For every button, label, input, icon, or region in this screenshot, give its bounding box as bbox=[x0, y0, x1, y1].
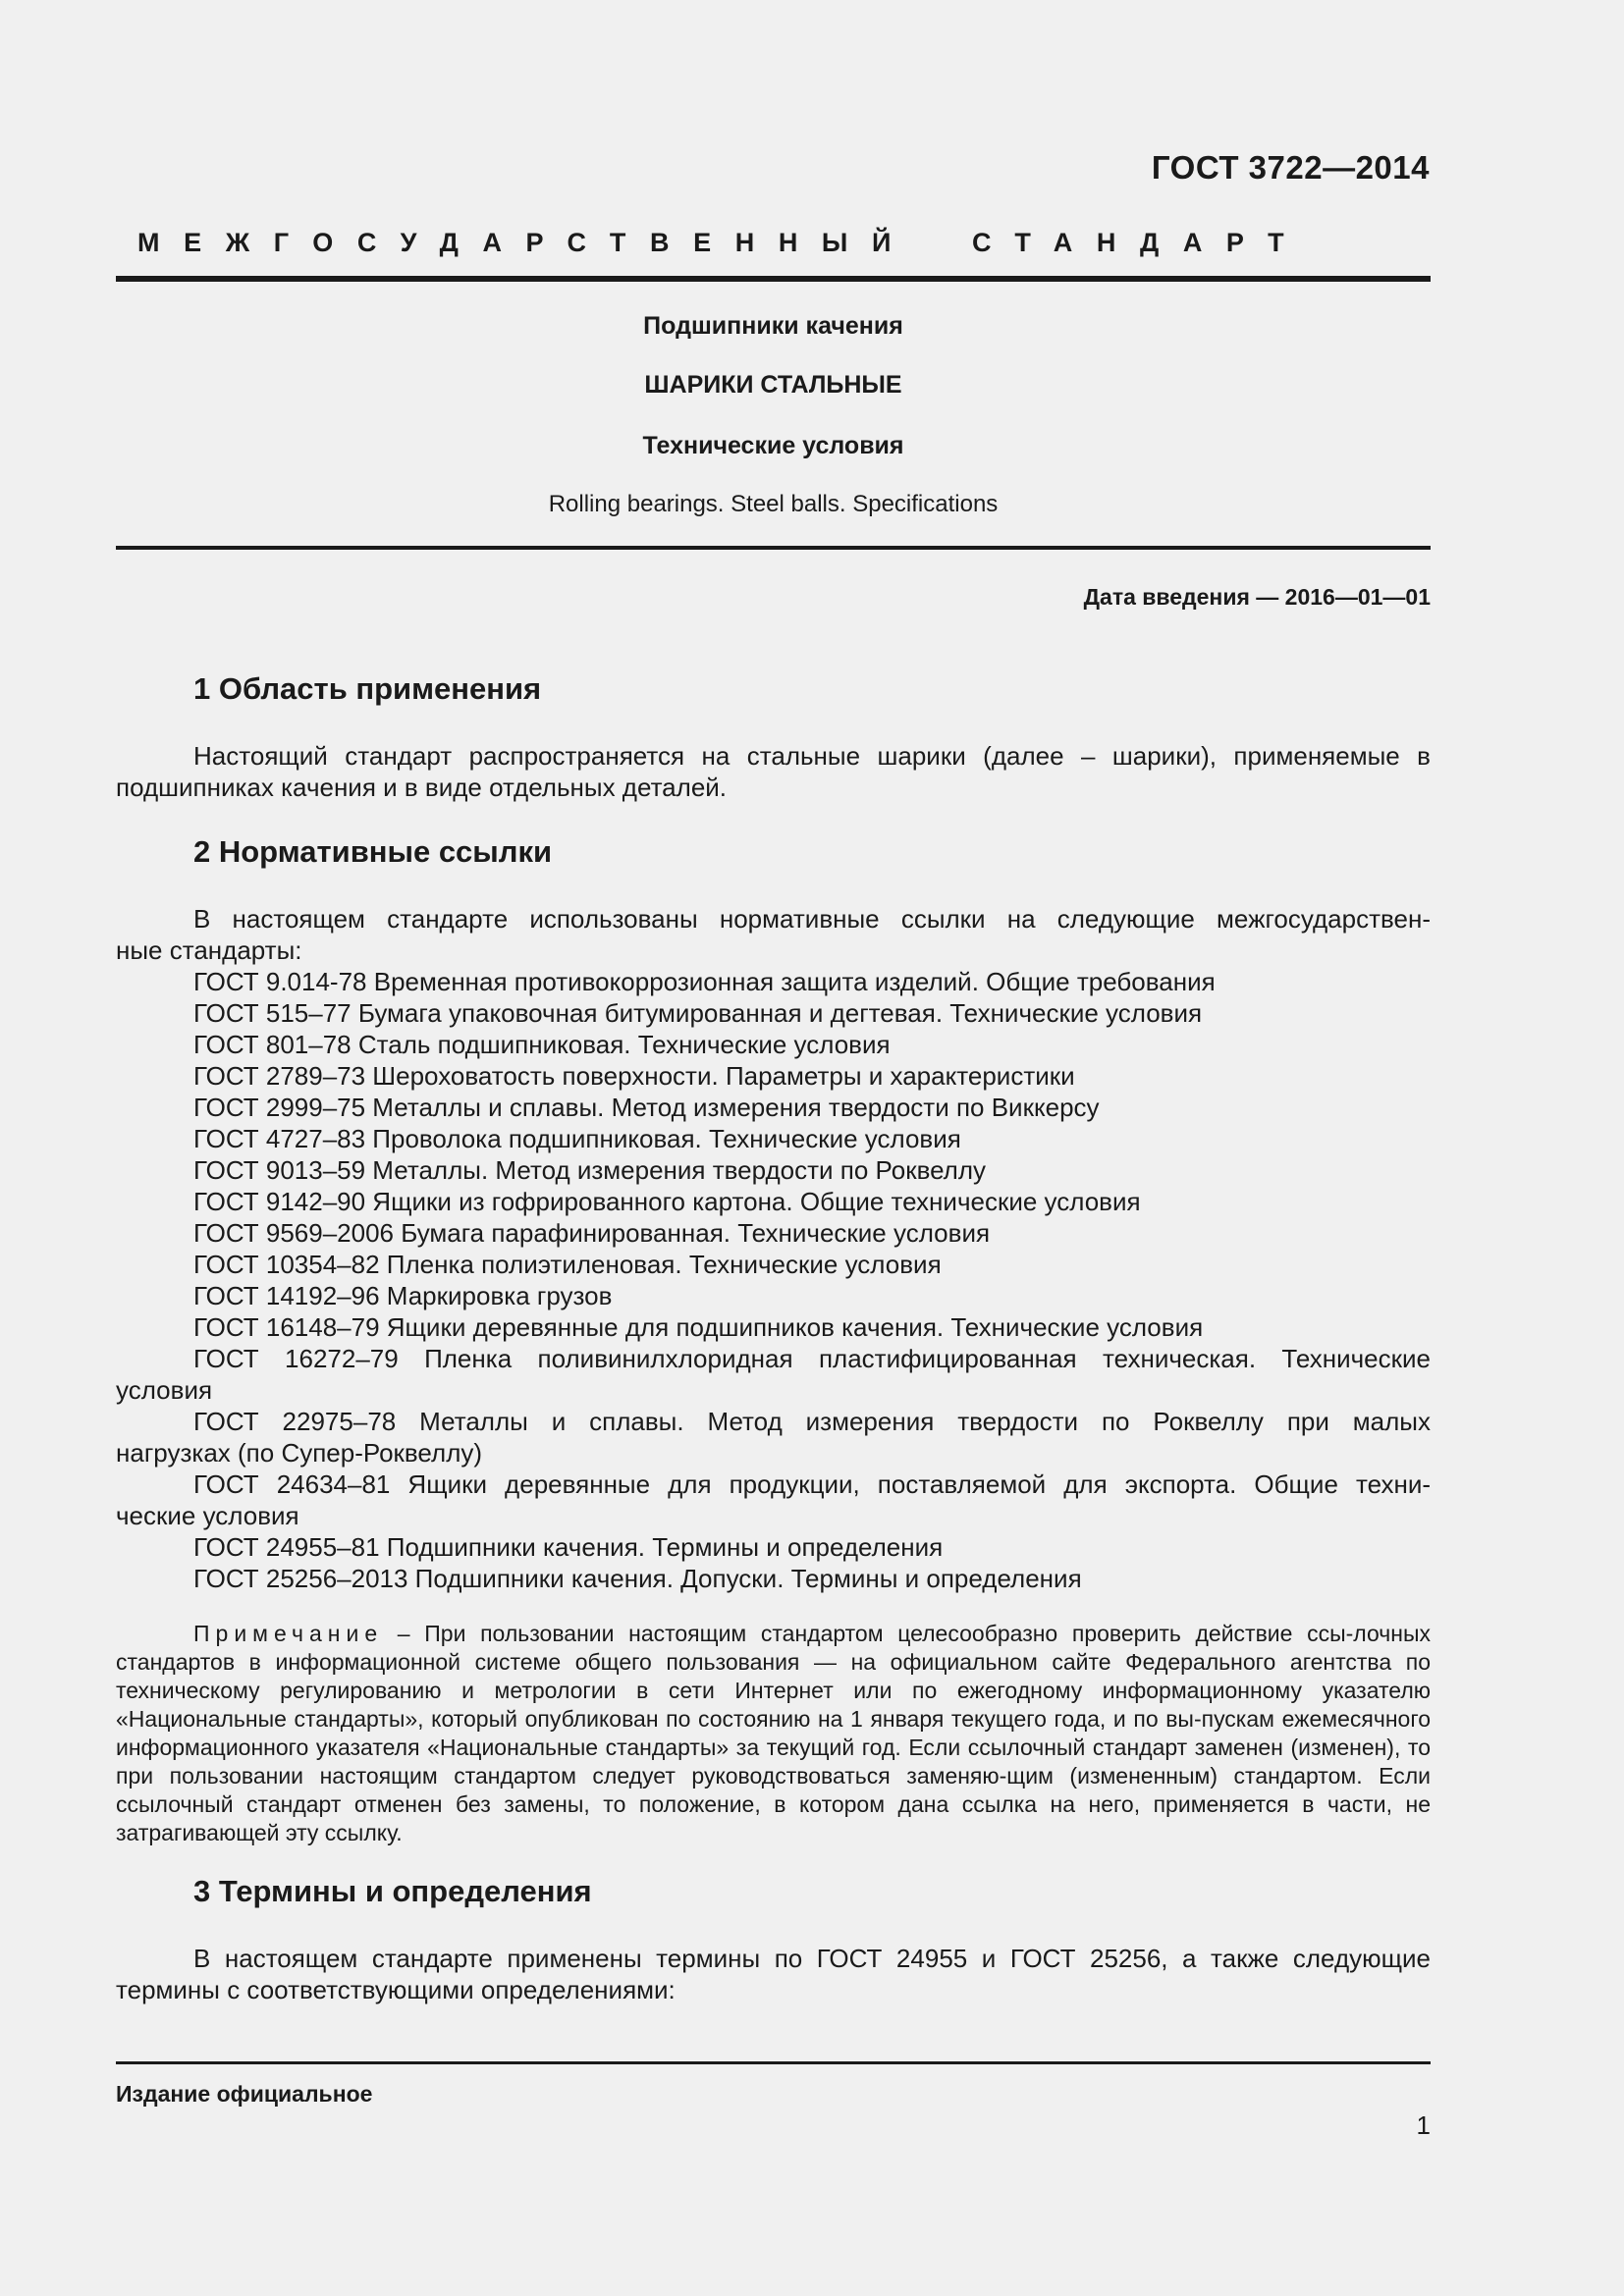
note-text: – При пользовании настоящим стандартом целесообразно проверить действие ссы-лочных стандартов в информационной системе общего пользования — на официальном сайте Федерального агентства по техническому регулированию и метрологии в сети Интернет или по ежегодному информационному указателю «Национальные стандарты», который опубликован по состоянию на 1 января текущего года, и по вы-пускам ежемесячного информационного указателя «Национальные стандарты» за текущий год. Если ссылочный стандарт заменен (изменен), то при пользовании настоящим стандартом следует руководствоваться заменяю-щим (измененным) стандартом. Если ссылочный стандарт отменен без замены, то положение, в котором дана ссылка на него, применяется в части, не затрагивающей эту ссылку. bbox=[116, 1621, 1431, 1845]
reference-item: ГОСТ 2789–73 Шероховатость поверхности. Параметры и характеристики bbox=[193, 1061, 1075, 1091]
section-2-intro-line-2: ные стандарты: bbox=[116, 935, 302, 965]
reference-long-2-line-2: нагрузках (по Супер-Роквеллу) bbox=[116, 1438, 483, 1468]
interstate-standard-banner bbox=[137, 228, 1384, 258]
banner-word-standard: СТАНДАРТ bbox=[971, 228, 1309, 257]
reference-item: ГОСТ 9142–90 Ящики из гофрированного картона. Общие технические условия bbox=[193, 1187, 1141, 1216]
reference-item: ГОСТ 515–77 Бумага упаковочная битумированная и дегтевая. Технические условия bbox=[193, 998, 1203, 1028]
reference-list bbox=[193, 966, 1431, 1343]
reference-item-long-1 bbox=[116, 1343, 1431, 1406]
footer-rule bbox=[116, 2061, 1431, 2064]
section-3-heading: 3 Термины и определения bbox=[193, 1874, 592, 1908]
official-edition-label: Издание официальное bbox=[116, 2081, 373, 2107]
section-1-line-2: подшипниках качения и в виде отдельных деталей. bbox=[116, 773, 728, 802]
reference-long-1-line-1: ГОСТ 16272–79 Пленка поливинилхлоридная пластифицированная техническая. Технические bbox=[193, 1344, 1431, 1373]
reference-item: ГОСТ 9013–59 Металлы. Метод измерения твердости по Роквеллу bbox=[193, 1155, 987, 1185]
title-line-3: Технические условия bbox=[642, 432, 904, 459]
reference-long-3-line-1: ГОСТ 24634–81 Ящики деревянные для продукции, поставляемой для экспорта. Общие техни- bbox=[193, 1469, 1431, 1499]
reference-item-long-2 bbox=[116, 1406, 1431, 1468]
section-3-line-1: В настоящем стандарте применены термины по ГОСТ 24955 и ГОСТ 25256, а также следующие bbox=[193, 1944, 1431, 1973]
reference-item: ГОСТ 9.014-78 Временная противокоррозионная защита изделий. Общие требования bbox=[193, 967, 1216, 996]
banner-word-interstate: МЕЖГОСУДАРСТВЕННЫЙ bbox=[137, 228, 915, 257]
reference-long-3-line-2: ческие условия bbox=[116, 1501, 299, 1530]
reference-long-2-line-1: ГОСТ 22975–78 Металлы и сплавы. Метод измерения твердости по Роквеллу при малых bbox=[193, 1407, 1431, 1436]
section-1-paragraph bbox=[116, 740, 1431, 803]
section-1-heading: 1 Область применения bbox=[193, 671, 542, 706]
reference-item-long-3 bbox=[116, 1468, 1431, 1531]
reference-item: ГОСТ 14192–96 Маркировка грузов bbox=[193, 1281, 613, 1310]
section-3-paragraph bbox=[116, 1943, 1431, 2005]
section-1-line-1: Настоящий стандарт распространяется на стальные шарики (далее – шарики), применяемые в bbox=[193, 741, 1431, 771]
reference-item: ГОСТ 9569–2006 Бумага парафинированная. Технические условия bbox=[193, 1218, 991, 1248]
header-rule bbox=[116, 276, 1431, 282]
note-label: Примечание bbox=[193, 1621, 384, 1646]
reference-item: ГОСТ 25256–2013 Подшипники качения. Допуски. Термины и определения bbox=[193, 1564, 1082, 1593]
page-number: 1 bbox=[1416, 2110, 1431, 2140]
reference-item: ГОСТ 16148–79 Ящики деревянные для подшипников качения. Технические условия bbox=[193, 1312, 1204, 1342]
title-line-1: Подшипники качения bbox=[643, 312, 903, 340]
reference-item: ГОСТ 10354–82 Пленка полиэтиленовая. Технические условия bbox=[193, 1250, 942, 1279]
section-2-heading: 2 Нормативные ссылки bbox=[193, 834, 553, 869]
reference-item: ГОСТ 801–78 Сталь подшипниковая. Технические условия bbox=[193, 1030, 891, 1059]
reference-item: ГОСТ 24955–81 Подшипники качения. Термины и определения bbox=[193, 1532, 944, 1562]
note-paragraph bbox=[116, 1620, 1431, 1847]
reference-item: ГОСТ 2999–75 Металлы и сплавы. Метод измерения твердости по Виккерсу bbox=[193, 1093, 1100, 1122]
title-line-2: ШАРИКИ СТАЛЬНЫЕ bbox=[644, 371, 902, 399]
title-rule bbox=[116, 546, 1431, 550]
section-2-intro bbox=[116, 903, 1431, 966]
standard-code: ГОСТ 3722—2014 bbox=[1151, 149, 1430, 186]
section-3-line-2: термины с соответствующими определениями: bbox=[116, 1975, 676, 2004]
reference-list-tail bbox=[193, 1531, 1431, 1594]
reference-item: ГОСТ 4727–83 Проволока подшипниковая. Технические условия bbox=[193, 1124, 961, 1153]
introduction-date: Дата введения — 2016—01—01 bbox=[1083, 584, 1431, 610]
reference-long-1-line-2: условия bbox=[116, 1375, 213, 1405]
section-2-intro-line-1: В настоящем стандарте использованы нормативные ссылки на следующие межгосударствен- bbox=[193, 904, 1431, 934]
title-english: Rolling bearings. Steel balls. Specifications bbox=[548, 491, 999, 517]
